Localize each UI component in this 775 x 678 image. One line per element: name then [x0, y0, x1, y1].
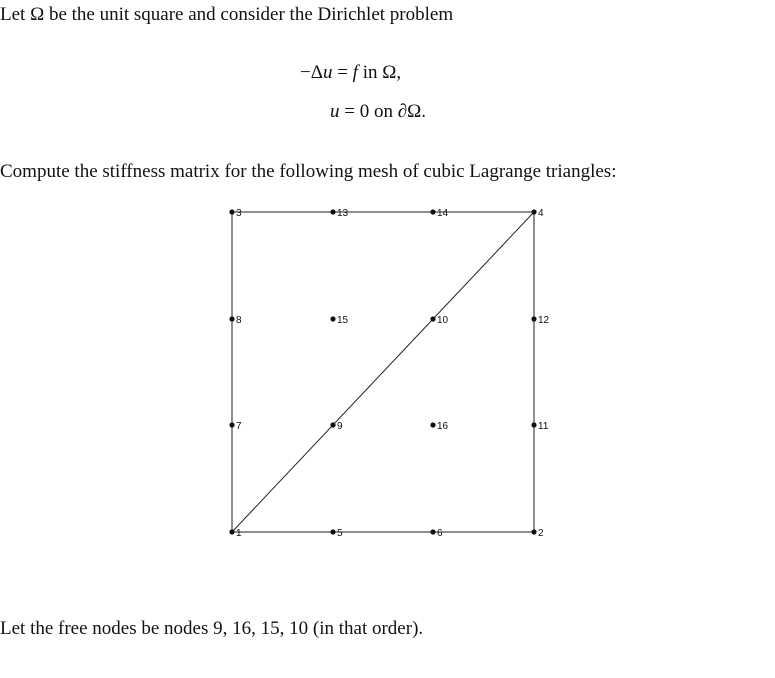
eq1-rhs-text: in Ω,: [357, 62, 402, 83]
node-label: 10: [437, 315, 449, 326]
node-dot: [330, 209, 335, 214]
mesh-node-10: [430, 315, 448, 326]
mesh-node-5: [330, 528, 343, 539]
node-dot: [229, 209, 234, 214]
mesh-node-7: [229, 421, 242, 432]
node-dot: [229, 316, 234, 321]
mesh-node-13: [330, 208, 348, 219]
eq2-lhs-var: u: [330, 101, 340, 122]
mesh-node-4: [531, 208, 544, 219]
node-label: 11: [538, 421, 549, 432]
node-dot: [531, 316, 536, 321]
node-dot: [430, 529, 435, 534]
free-nodes-statement: Let the free nodes be nodes 9, 16, 15, 10 (in that order).: [0, 618, 424, 639]
mesh-node-15: [330, 315, 348, 326]
node-dot: [330, 422, 335, 427]
eq1-equals: =: [332, 62, 353, 83]
node-label: 6: [437, 528, 443, 539]
mesh-nodes: [229, 208, 549, 539]
node-dot: [531, 422, 536, 427]
eq1-operator: −Δ: [300, 62, 323, 83]
node-label: 7: [236, 421, 242, 432]
mesh-edges: [232, 212, 534, 532]
node-dot: [430, 316, 435, 321]
node-dot: [229, 422, 234, 427]
node-dot: [430, 209, 435, 214]
task-statement: Compute the stiffness matrix for the following mesh of cubic Lagrange triangles:: [0, 161, 617, 182]
node-dot: [531, 209, 536, 214]
mesh-node-8: [229, 315, 242, 326]
eq1-rhs-var: f: [352, 62, 358, 83]
node-label: 4: [538, 208, 544, 219]
node-dot: [531, 529, 536, 534]
node-dot: [330, 316, 335, 321]
mesh-node-2: [531, 528, 544, 539]
mesh-node-9: [330, 421, 343, 432]
node-label: 16: [437, 421, 449, 432]
node-label: 12: [538, 315, 550, 326]
mesh-node-16: [430, 421, 448, 432]
mesh-node-6: [430, 528, 443, 539]
node-label: 9: [337, 421, 343, 432]
node-dot: [330, 529, 335, 534]
node-label: 1: [236, 528, 242, 539]
node-label: 2: [538, 528, 544, 539]
node-label: 15: [337, 315, 349, 326]
eq2-rest: = 0 on ∂Ω.: [339, 101, 426, 122]
node-dot: [430, 422, 435, 427]
eq1-lhs-var: u: [322, 62, 333, 83]
node-label: 14: [437, 208, 449, 219]
node-dot: [229, 529, 234, 534]
node-label: 5: [337, 528, 343, 539]
node-label: 3: [236, 208, 242, 219]
node-label: 8: [236, 315, 242, 326]
intro-prefix: Let: [0, 4, 31, 25]
mesh-node-3: [229, 208, 242, 219]
mesh-node-1: [229, 528, 242, 539]
node-label: 13: [337, 208, 349, 219]
mesh-node-14: [430, 208, 448, 219]
edge-diagonal: [232, 212, 534, 532]
intro-suffix: be the unit square and consider the Dirichlet problem: [44, 4, 454, 25]
omega-symbol: Ω: [30, 4, 45, 25]
